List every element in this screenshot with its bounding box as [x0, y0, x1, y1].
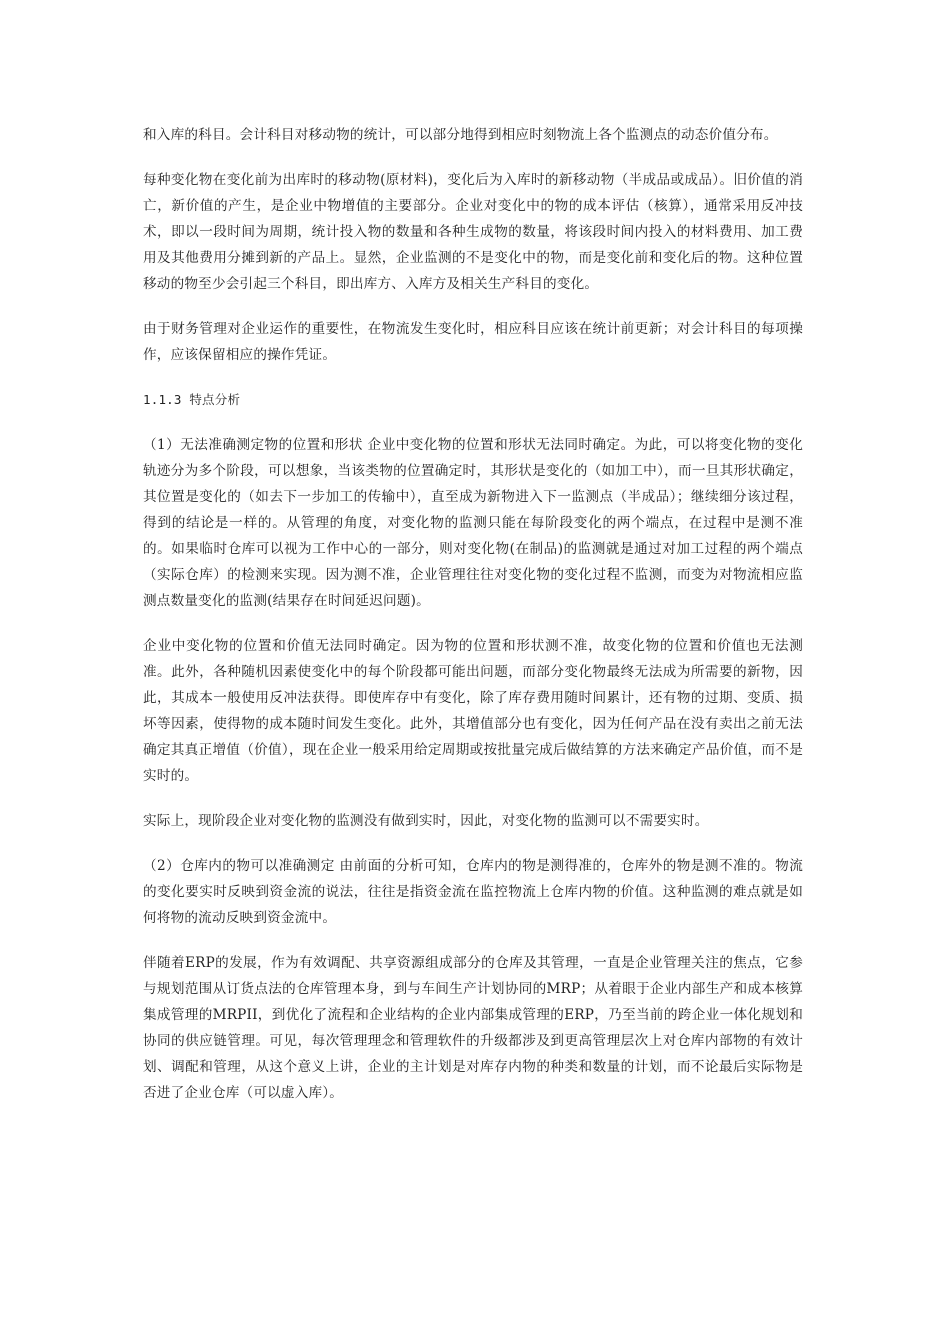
paragraph-intro-continuation: 和入库的科目。会计科目对移动物的统计，可以部分地得到相应时刻物流上各个监测点的动态价值分布。	[143, 127, 778, 143]
paragraph-financial-management: 由于财务管理对企业运作的重要性，在物流发生变化时，相应科目应该在统计前更新；对会计科目的每项操作，应该保留相应的操作凭证。	[143, 321, 803, 363]
section-heading: 1.1.3 特点分析	[143, 392, 241, 407]
paragraph-position-value: 企业中变化物的位置和价值无法同时确定。因为物的位置和形状测不准，故变化物的位置和价值也无法测准。此外，各种随机因素使变化中的每个阶段都可能出问题，而部分变化物最终无法成为所需要的新物，因此，其成本一般使用反冲法获得。即使库存中有变化，除了库存费用随时间累计，还有物的过期、变质、损坏等因素，使得物的成本随时间发生变化。此外，其增值部分也有变化，因为任何产品在没有卖出之前无法确定其真正增值（价值），现在企业一般采用给定周期或按批量完成后做结算的方法来确定产品价值，而不是实时的。	[143, 638, 803, 784]
paragraph-point-2: （2）仓库内的物可以准确测定 由前面的分析可知，仓库内的物是测得准的，仓库外的物是测不准的。物流的变化要实时反映到资金流的说法，往往是指资金流在监控物流上仓库内物的价值。这种监测的难点就是如何将物的流动反映到资金流中。	[143, 858, 803, 926]
paragraph-erp-development: 伴随着ERP的发展，作为有效调配、共享资源组成部分的仓库及其管理，一直是企业管理关注的焦点，它参与规划范围从订货点法的仓库管理本身，到与车间生产计划协同的MRP；从着眼于企业内部生产和成本核算集成管理的MRPII，到优化了流程和企业结构的企业内部集成管理的ERP，乃至当前的跨企业一体化规划和协同的供应链管理。可见，每次管理理念和管理软件的升级都涉及到更高管理层次上对仓库内部物的有效计划、调配和管理，从这个意义上讲，企业的主计划是对库存内物的种类和数量的计划，而不论最后实际物是否进了企业仓库（可以虚入库）。	[143, 955, 803, 1101]
document-page	[143, 122, 803, 1125]
paragraph-point-1: （1）无法准确测定物的位置和形状 企业中变化物的位置和形状无法同时确定。为此，可以将变化物的变化轨迹分为多个阶段，可以想象，当该类物的位置确定时，其形状是变化的（如加工中），而一旦其形状确定，其位置是变化的（如去下一步加工的传输中），直至成为新物进入下一监测点（半成品）；继续细分该过程，得到的结论是一样的。从管理的角度，对变化物的监测只能在每阶段变化的两个端点，在过程中是测不准的。如果临时仓库可以视为工作中心的一部分，则对变化物(在制品)的监测就是通过对加工过程的两个端点（实际仓库）的检测来实现。因为测不准，企业管理往往对变化物的变化过程不监测，而变为对物流相应监测点数量变化的监测(结果存在时间延迟问题)。	[143, 437, 803, 609]
paragraph-realtime: 实际上，现阶段企业对变化物的监测没有做到实时，因此，对变化物的监测可以不需要实时。	[143, 813, 709, 829]
paragraph-transformed-goods: 每种变化物在变化前为出库时的移动物(原材料)，变化后为入库时的新移动物（半成品或成品）。旧价值的消亡，新价值的产生，是企业中物增值的主要部分。企业对变化中的物的成本评估（核算），通常采用反冲技术，即以一段时间为周期，统计投入物的数量和各种生成物的数量，将该段时间内投入的材料费用、加工费用及其他费用分摊到新的产品上。显然，企业监测的不是变化中的物，而是变化前和变化后的物。这种位置移动的物至少会引起三个科目，即出库方、入库方及相关生产科目的变化。	[143, 172, 803, 292]
